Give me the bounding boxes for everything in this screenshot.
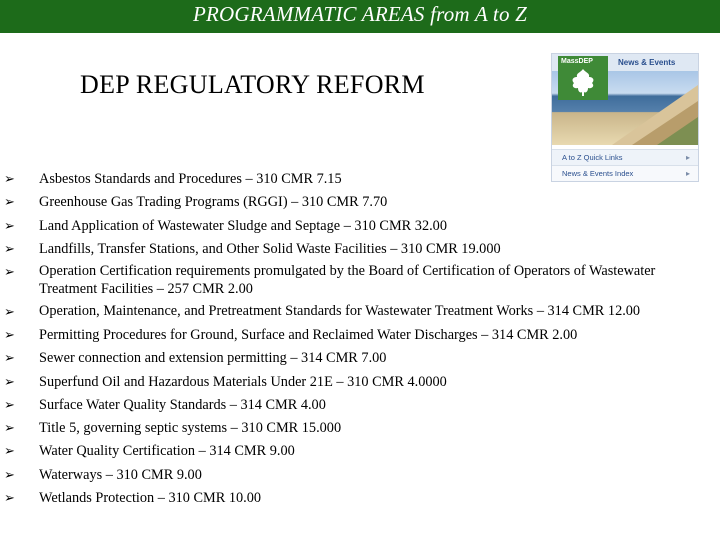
item-text: Permitting Procedures for Ground, Surface and Reclaimed Water Discharges – 314 CMR 2.00: [39, 326, 578, 343]
arrow-bullet-icon: ➢: [4, 241, 15, 257]
logo-text: MassDEP: [561, 58, 593, 65]
item-text: Land Application of Wastewater Sludge and Septage – 310 CMR 32.00: [39, 217, 447, 234]
list-item: [0, 464, 720, 487]
item-text: Wetlands Protection – 310 CMR 10.00: [39, 490, 262, 507]
item-text: Title 5, governing septic systems – 310 CMR 15.000: [39, 420, 342, 437]
link-label: News & Events Index: [562, 169, 634, 178]
arrow-bullet-icon: ➢: [4, 327, 15, 343]
list-item: [0, 417, 720, 440]
arrow-bullet-icon: ➢: [4, 351, 15, 367]
chevron-right-icon: ▸: [685, 169, 690, 178]
item-text: Operation, Maintenance, and Pretreatment Standards for Wastewater Treatment Works – 314 CMR 12.00: [39, 303, 641, 320]
list-item: [0, 347, 720, 370]
list-item: [0, 440, 720, 463]
item-text: Waterways – 310 CMR 9.00: [39, 466, 202, 483]
arrow-bullet-icon: ➢: [4, 265, 15, 281]
arrow-bullet-icon: ➢: [4, 491, 15, 507]
arrow-bullet-icon: ➢: [4, 374, 15, 390]
item-text: Water Quality Certification – 314 CMR 9.00: [39, 443, 295, 460]
a-to-z-quick-links[interactable]: [552, 149, 698, 165]
item-text: Landfills, Transfer Stations, and Other Solid Waste Facilities – 310 CMR 19.000: [39, 240, 501, 257]
item-text: Greenhouse Gas Trading Programs (RGGI) – 310 CMR 7.70: [39, 194, 388, 211]
list-item: [0, 324, 720, 347]
list-item: [0, 238, 720, 261]
arrow-bullet-icon: ➢: [4, 218, 15, 234]
item-text: Sewer connection and extension permitting – 314 CMR 7.00: [39, 350, 387, 367]
arrow-bullet-icon: ➢: [4, 305, 15, 321]
list-item: [0, 487, 720, 510]
list-item: [0, 215, 720, 238]
oak-leaf-icon: [568, 67, 598, 97]
link-label: A to Z Quick Links: [562, 153, 623, 162]
list-item: [0, 191, 720, 214]
title-banner: [0, 0, 720, 33]
banner-title: PROGRAMMATIC AREAS from A to Z: [192, 2, 527, 26]
chevron-right-icon: ▸: [685, 153, 690, 162]
item-text: Superfund Oil and Hazardous Materials Under 21E – 310 CMR 4.0000: [39, 373, 447, 390]
list-item: [0, 371, 720, 394]
arrow-bullet-icon: ➢: [4, 172, 15, 187]
arrow-bullet-icon: ➢: [4, 397, 15, 413]
massdep-logo: [558, 56, 608, 100]
list-item: [0, 301, 720, 324]
arrow-bullet-icon: ➢: [4, 444, 15, 460]
news-events-link[interactable]: News & Events: [618, 58, 676, 67]
item-text: Surface Water Quality Standards – 314 CMR 4.00: [39, 396, 326, 413]
regulation-list: [0, 168, 720, 510]
item-text: Operation Certification requirements promulgated by the Board of Certification of Operators of Wastewater Treatment Facilities – 257 CMR 2.00: [39, 263, 656, 297]
list-item: [0, 394, 720, 417]
arrow-bullet-icon: ➢: [4, 195, 15, 211]
item-text: Asbestos Standards and Procedures – 310 CMR 7.15: [39, 171, 342, 187]
arrow-bullet-icon: ➢: [4, 467, 15, 483]
page-title: DEP REGULATORY REFORM: [80, 70, 425, 99]
list-item: [0, 261, 720, 301]
website-thumbnail: [551, 53, 699, 182]
arrow-bullet-icon: ➢: [4, 421, 15, 437]
list-item: [0, 168, 720, 191]
